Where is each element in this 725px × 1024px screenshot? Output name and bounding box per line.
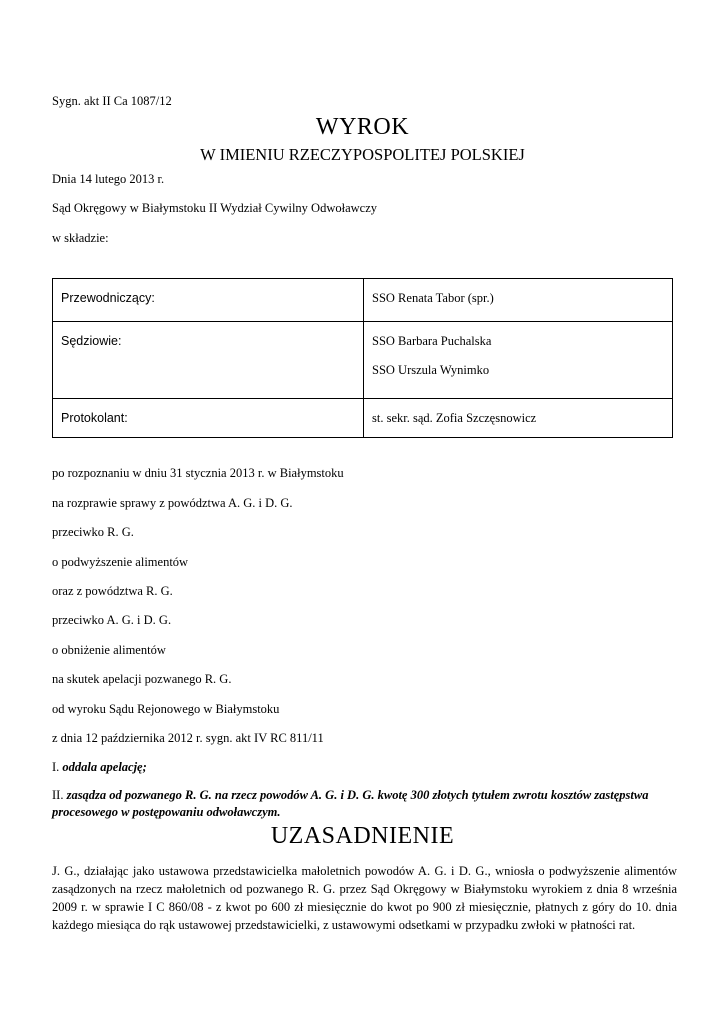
case-line: na rozprawie sprawy z powództwa A. G. i D. G. [52,496,293,510]
table-row [53,279,673,322]
ruling-item-2-text: zasądza od pozwanego R. G. na rzecz powodów A. G. i D. G. kwotę 300 złotych tytułem zwrotu kosztów zastępstwa procesowego w postępowaniu odwoławczym. [52,788,649,819]
clerk-value: st. sekr. sąd. Zofia Szczęsnowicz [364,399,673,438]
case-line: na skutek apelacji pozwanego R. G. [52,672,232,686]
judges-label: Sędziowie: [53,322,364,399]
justification-paragraph: J. G., działając jako ustawowa przedstawicielka małoletnich powodów A. G. i D. G., wniosła o podwyższenie alimentów zasądzonych na rzecz małoletnich od pozwanego R. G. przez Sąd Okręgowy w Białymstoku wyrokiem z dnia 8 września 2009 r. w sprawie I C 860/08 - z kwot po 600 zł miesięcznie do kwot po 900 zł miesięcznie, płatnych z góry do 10. dnia każdego miesiąca do rąk ustawowej przedstawicielki, z ustawowymi odsetkami w przypadku zwłoki w płatności rat. [52,864,677,932]
case-line: przeciwko A. G. i D. G. [52,613,172,627]
document-subtitle: W IMIENIU RZECZYPOSPOLITEJ POLSKIEJ [200,145,525,164]
presiding-label: Przewodniczący: [53,279,364,322]
composition-label: w składzie: [52,231,109,245]
case-line: przeciwko R. G. [52,525,134,539]
judge-2: SSO Urszula Wynimko [372,363,490,377]
table-row [53,322,673,399]
case-line: oraz z powództwa R. G. [52,584,173,598]
ruling-item-1 [52,760,147,775]
ruling-item-1-number: I. [52,760,60,774]
justification-title: UZASADNIENIE [270,823,455,849]
case-line: po rozpoznaniu w dniu 31 stycznia 2013 r. w Białymstoku [52,466,344,480]
court-composition-table [52,278,673,438]
ruling-item-2 [52,787,677,821]
court-name: Sąd Okręgowy w Białymstoku II Wydział Cywilny Odwoławczy [52,201,378,215]
ruling-date: Dnia 14 lutego 2013 r. [52,172,165,186]
case-line: z dnia 12 października 2012 r. sygn. akt IV RC 811/11 [52,731,324,745]
case-signature: Sygn. akt II Ca 1087/12 [52,94,172,108]
case-line: o podwyższenie alimentów [52,555,189,569]
judge-1: SSO Barbara Puchalska [372,334,492,348]
ruling-item-2-number: II. [52,788,64,802]
document-title: WYROK [315,114,410,140]
table-row [53,399,673,438]
case-line: od wyroku Sądu Rejonowego w Białymstoku [52,702,280,716]
ruling-item-1-text: oddala apelację; [62,760,147,774]
clerk-label: Protokolant: [53,399,364,438]
case-line: o obniżenie alimentów [52,643,166,657]
judges-value [364,322,673,399]
presiding-value: SSO Renata Tabor (spr.) [364,279,673,322]
